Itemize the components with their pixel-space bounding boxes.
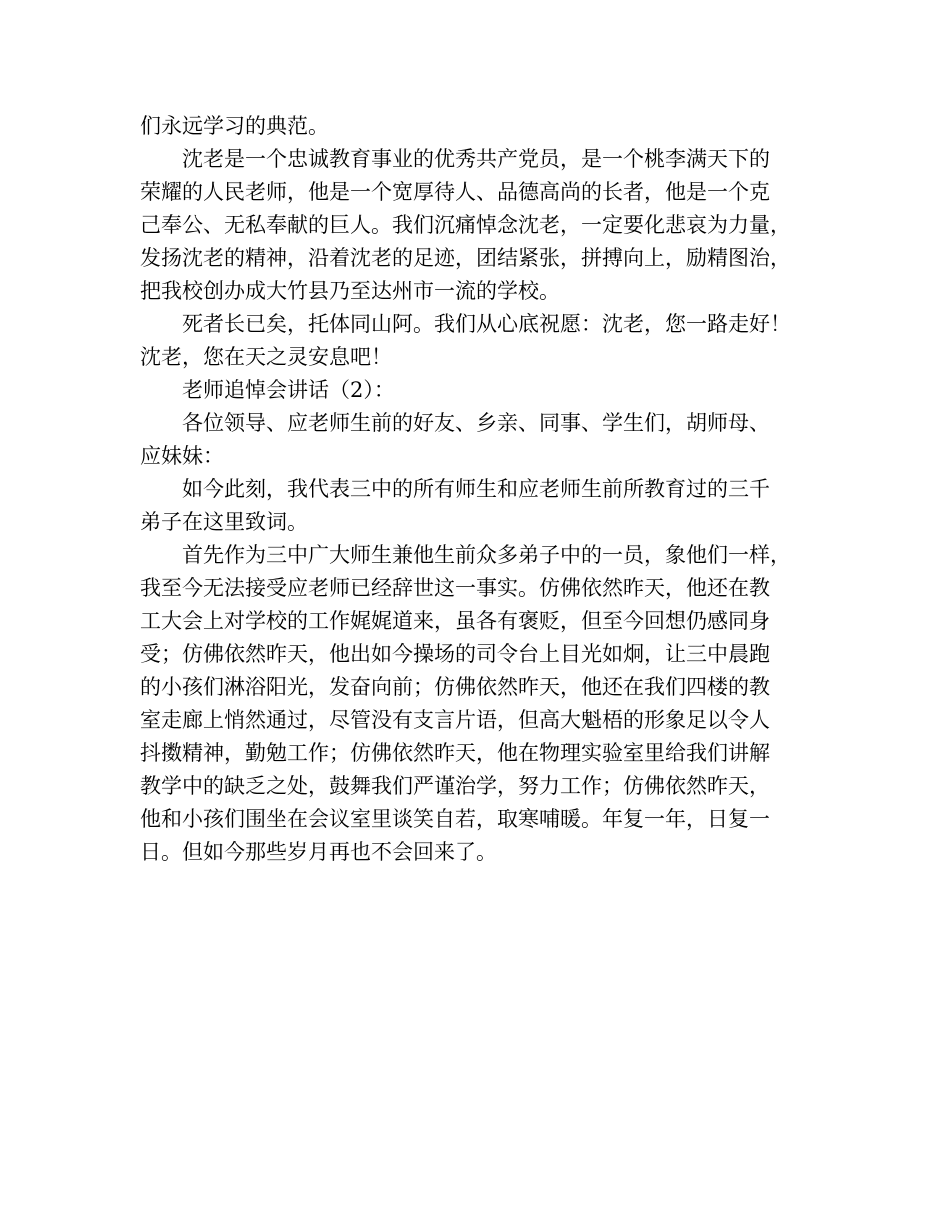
paragraph-line: 首先作为三中广大师生兼他生前众多弟子中的一员，象他们一样， bbox=[182, 543, 791, 567]
paragraph-line: 如今此刻，我代表三中的所有师生和应老师生前所教育过的三千 bbox=[182, 477, 770, 501]
paragraph-line: 发扬沈老的精神，沿着沈老的足迹，团结紧张，拼搏向上，励精图治， bbox=[140, 246, 791, 270]
paragraph-line: 日。但如今那些岁月再也不会回来了。 bbox=[140, 840, 497, 864]
paragraph-1 bbox=[140, 110, 840, 143]
paragraph-line: 各位领导、应老师生前的好友、乡亲、同事、学生们，胡师母、 bbox=[182, 411, 770, 435]
paragraph-salutation bbox=[140, 407, 840, 473]
paragraph-line: 己奉公、无私奉献的巨人。我们沉痛悼念沈老，一定要化悲哀为力量， bbox=[140, 213, 791, 237]
paragraph-line: 弟子在这里致词。 bbox=[140, 510, 308, 534]
paragraph-line: 把我校创办成大竹县乃至达州市一流的学校。 bbox=[140, 279, 560, 303]
paragraph-2 bbox=[140, 143, 840, 308]
paragraph-line: 荣耀的人民老师，他是一个宽厚待人、品德高尚的长者，他是一个克 bbox=[140, 180, 770, 204]
paragraph-line: 他和小孩们围坐在会议室里谈笑自若，取寒哺暖。年复一年，日复一 bbox=[140, 807, 770, 831]
paragraph-line: 受；仿佛依然昨天，他出如今操场的司令台上目光如炯，让三中晨跑 bbox=[140, 642, 770, 666]
paragraph-line: 教学中的缺乏之处，鼓舞我们严谨治学，努力工作；仿佛依然昨天， bbox=[140, 774, 770, 798]
section-heading bbox=[140, 374, 840, 407]
paragraph-line: 的小孩们淋浴阳光，发奋向前；仿佛依然昨天，他还在我们四楼的教 bbox=[140, 675, 770, 699]
paragraph-5 bbox=[140, 473, 840, 539]
document-body bbox=[140, 110, 840, 869]
paragraph-line: 们永远学习的典范。 bbox=[140, 114, 329, 138]
paragraph-line: 室走廊上悄然通过，尽管没有支言片语，但高大魁梧的形象足以令人 bbox=[140, 708, 770, 732]
paragraph-line: 沈老，您在天之灵安息吧！ bbox=[140, 345, 392, 369]
paragraph-line: 我至今无法接受应老师已经辞世这一事实。仿佛依然昨天，他还在教 bbox=[140, 576, 770, 600]
paragraph-line: 沈老是一个忠诚教育事业的优秀共产党员，是一个桃李满天下的 bbox=[182, 147, 770, 171]
paragraph-6 bbox=[140, 539, 840, 869]
paragraph-line: 工大会上对学校的工作娓娓道来，虽各有褒贬，但至今回想仍感同身 bbox=[140, 609, 770, 633]
paragraph-line: 死者长已矣，托体同山阿。我们从心底祝愿：沈老，您一路走好！ bbox=[182, 312, 791, 336]
paragraph-3 bbox=[140, 308, 840, 374]
heading-line: 老师追悼会讲话（2）： bbox=[182, 378, 395, 402]
paragraph-line: 应妹妹： bbox=[140, 444, 224, 468]
paragraph-line: 抖擞精神，勤勉工作；仿佛依然昨天，他在物理实验室里给我们讲解 bbox=[140, 741, 770, 765]
